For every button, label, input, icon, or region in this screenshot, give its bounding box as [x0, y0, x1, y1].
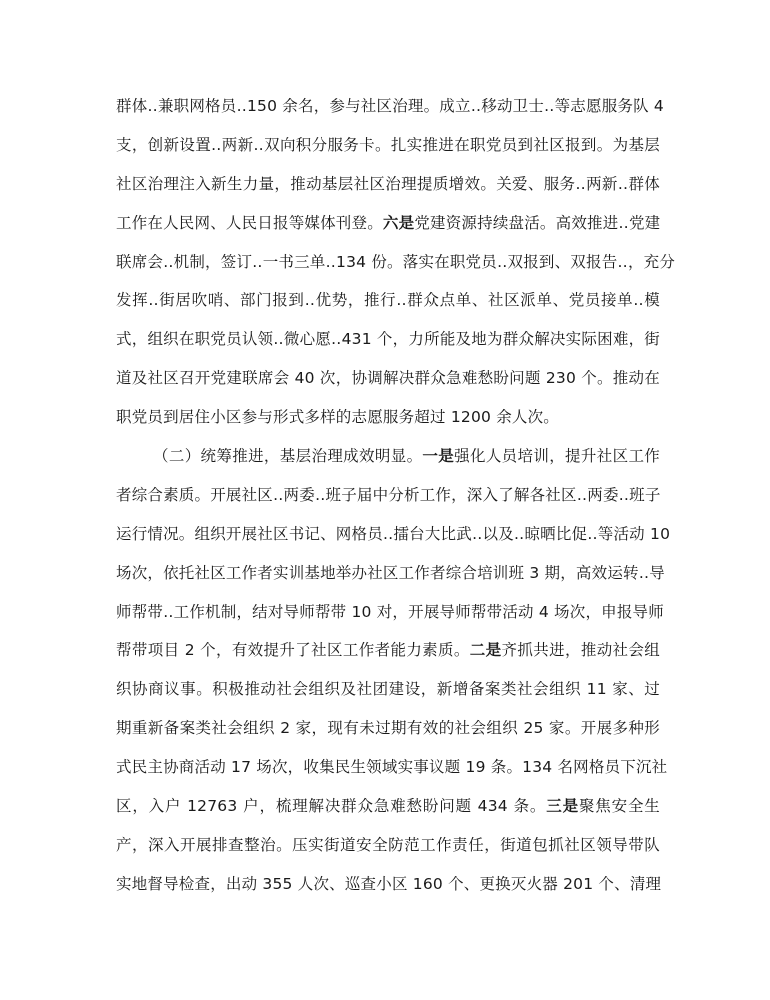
- body-text: [116, 87, 676, 904]
- bold-lead-phrase: 六是: [382, 213, 415, 232]
- text-segment: 区，入户 12763 户，梳理解决群众急难愁盼问题 434 条。: [116, 797, 547, 816]
- text-line: [116, 670, 660, 709]
- bold-lead-phrase: 三是: [546, 797, 579, 816]
- text-line: [116, 709, 660, 748]
- text-line: [116, 593, 664, 632]
- text-segment: 式，组织在职党员认领‥微心愿‥431 个，力所能及地为群众解决实际困难，街: [116, 330, 660, 349]
- text-line: [116, 826, 660, 865]
- paragraph: [116, 87, 676, 437]
- text-segment: 运行情况。组织开展社区书记、网格员‥擂台大比武‥以及‥晾晒比促‥等活动 10: [116, 524, 671, 543]
- text-line: [116, 515, 671, 554]
- text-segment: 帮带项目 2 个，有效提升了社区工作者能力素质。: [116, 641, 470, 660]
- text-segment: 群体‥兼职网格员‥150 余名，参与社区治理。成立‥移动卫士‥等志愿服务队 4: [116, 97, 664, 115]
- text-segment: 场次，依托社区工作者实训基地举办社区工作者综合培训班 3 期，高效运转‥导: [116, 563, 665, 582]
- text-line: [116, 87, 664, 126]
- text-segment: 式民主协商活动 17 场次，收集民生领域实事议题 19 条。134 名网格员下沉社: [116, 758, 668, 777]
- text-segment: 发挥‥街居吹哨、部门报到‥优势，推行‥群众点单、社区派单、党员接单‥模: [116, 291, 660, 310]
- text-segment: 职党员到居住小区参与形式多样的志愿服务超过 1200 余人次。: [116, 408, 560, 427]
- text-line: [116, 243, 676, 282]
- text-line: [116, 554, 665, 593]
- text-line: [116, 631, 660, 670]
- text-segment: 织协商议事。积极推动社会组织及社团建设，新增备案类社会组织 11 家、过: [116, 680, 660, 699]
- text-line: [116, 126, 660, 165]
- bold-lead-phrase: 二是: [469, 641, 502, 660]
- text-line: [116, 165, 660, 204]
- text-line: [116, 281, 660, 320]
- text-segment: 强化人员培训，提升社区工作: [454, 447, 660, 466]
- text-segment: 师帮带‥工作机制，结对导师帮带 10 对，开展导师帮带活动 4 场次，申报导师: [116, 602, 664, 621]
- text-line: [116, 320, 660, 359]
- text-segment: 聚焦安全生: [578, 797, 660, 816]
- text-line: [116, 865, 660, 904]
- paragraph: [116, 437, 671, 904]
- text-line: [116, 359, 660, 398]
- text-line: [116, 204, 660, 243]
- text-segment: 社区治理注入新生力量，推动基层社区治理提质增效。关爱、服务‥两新‥群体: [116, 174, 660, 193]
- text-segment: 齐抓共进，推动社会组: [501, 641, 660, 660]
- text-line: [116, 476, 660, 515]
- text-line: [116, 787, 660, 826]
- text-segment: 产，深入开展排查整治。压实街道安全防范工作责任，街道包抓社区领导带队: [116, 835, 660, 854]
- text-line: [116, 437, 660, 476]
- text-segment: 党建资源持续盘活。高效推进‥党建: [414, 213, 661, 232]
- text-line: [116, 748, 668, 787]
- text-segment: 期重新备案类社会组织 2 家，现有未过期有效的社会组织 25 家。开展多种形: [116, 719, 660, 738]
- text-segment: 道及社区召开党建联席会 40 次，协调解决群众急难愁盼问题 230 个。推动在: [116, 369, 660, 388]
- text-segment: 支，创新设置‥两新‥双向积分服务卡。扎实推进在职党员到社区报到。为基层: [116, 135, 660, 154]
- text-segment: 者综合素质。开展社区‥两委‥班子届中分析工作，深入了解各社区‥两委‥班子: [116, 485, 661, 504]
- text-segment: 工作在人民网、人民日报等媒体刊登。: [116, 213, 383, 232]
- text-segment: （二）统筹推进，基层治理成效明显。: [153, 447, 423, 466]
- text-segment: 联席会‥机制，签订‥一书三单‥134 份。落实在职党员‥双报到、双报告‥，充分: [116, 252, 676, 271]
- text-line: [116, 398, 660, 437]
- bold-lead-phrase: 一是: [422, 447, 455, 466]
- text-segment: 实地督导检查，出动 355 人次、巡查小区 160 个、更换灭火器 201 个、清理: [116, 874, 662, 893]
